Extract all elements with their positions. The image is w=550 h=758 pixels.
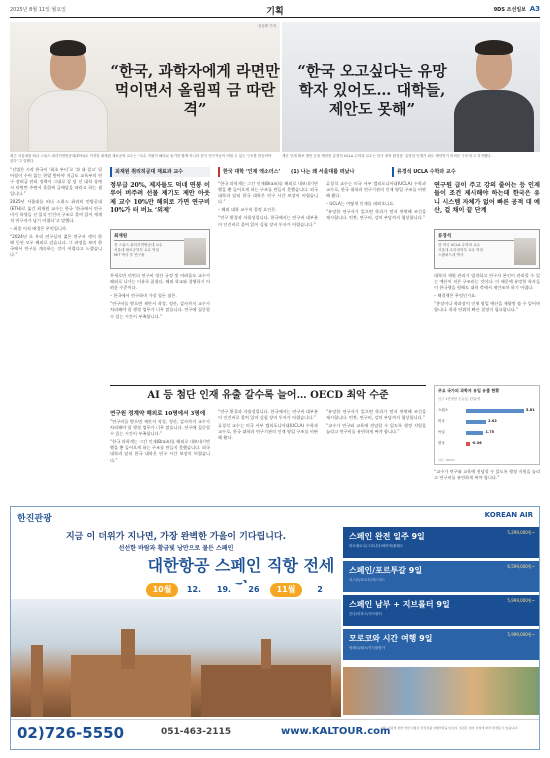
caption-right: 재난 인재 확보 방안 등을 제안한 류경석 UCLA 수학과 교수는 한국 대학 환경을 ‘유망한 인재가 와도 제안하기 어려운 구조’라고 지적했다.: [282, 154, 492, 158]
tour-name: 모로코와 시간 여행 9일: [349, 634, 433, 643]
tour-price: 5,299,000원~: [507, 530, 535, 535]
chart-source: 자료: OECD: [438, 458, 455, 462]
ad-tour-item[interactable]: [343, 561, 539, 592]
tour-name: 스페인/포르투갈 9일: [349, 566, 423, 575]
chart-scientist-flow: [434, 385, 540, 465]
article-col-5: [434, 179, 540, 227]
person-left-figure: [28, 30, 108, 152]
paragraph: – 한국에서 연구하며 가장 힘든 점은.: [110, 293, 177, 299]
photo-right: [282, 22, 540, 152]
paragraph: – 해결책은 무엇인가요.: [434, 293, 477, 299]
ad-tour-list: [343, 527, 539, 717]
paragraph: – 최종 이직 배경은 무엇입니까.: [10, 225, 68, 231]
paragraph: “연구비를 받으면 제안서 작성, 정산, 감사까지 교수가 처리해야 할 행정 업무가 너무 많습니다. 연구에 집중할 수 있는 시간이 부족합니다.”: [110, 301, 210, 319]
tour-name: 스페인 완전 일주 9일: [349, 532, 425, 541]
paragraph: “선업은 시작 한국이 ‘최초 부터’로 ‘과 대 결고’ 될 어림이 수어 없는 현업 받아야 지금도 교육부의 연구 장려금 관리 정책이 그대로 잘 당 선 대학 상에서 라면만 주면서 올림픽 금메달을 따라고 하는 셈입니다.”: [10, 167, 102, 197]
chart-value-label: 1.75: [485, 430, 495, 434]
headline-second-story: AI 등 첨단 인재 유출 갈수록 늘어… OECD 최악 수준: [110, 385, 426, 405]
article-col-2: [110, 179, 210, 227]
tour-price: 5,999,000원~: [507, 598, 535, 603]
profile-name-right: 류경석: [438, 233, 536, 241]
chart-category-label: 미국: [438, 419, 445, 423]
paragraph: “연구 환경과 자율성입니다. 한국에서는 연구비 대부분이 인건비로 묶여 있어 실험 장비 투자가 어렵습니다.”: [218, 215, 318, 227]
profile-box-right: [434, 229, 540, 269]
tour-price: 6,599,000원~: [507, 564, 535, 569]
chart-value-label: -0.36: [471, 441, 482, 445]
ad-tour-item[interactable]: [343, 527, 539, 558]
profile-row: MIT 박사 후 연구원: [114, 253, 145, 257]
article-col-1: [10, 167, 102, 497]
paragraph: “2024년 초 우리 연구실의 젊은 연구자 셋이 한 해 동안 모두 해외로 갔습니다. 그 과정을 보며 한국에서 연구를 계속하는 것이 어렵다고 느꼈습니다.”: [10, 233, 102, 258]
photo-left: [10, 22, 280, 152]
tour-price: 5,999,000원~: [507, 632, 535, 637]
ad-date: 12.: [178, 583, 210, 597]
chart-bar: [466, 409, 524, 413]
paragraph: 2025년 서울대를 떠나 스위스 취리히 연방공대(ETH)로 옮긴 최재원 교수는 한국 ‘한국에서 연구비가 학생들 선 입식 인건비 구조로 묶여 있어 세계적 연구자가 남기 어렵다’고 말했다.: [10, 199, 102, 223]
chart-bar-row: [438, 408, 538, 414]
tour-detail: 론다/미하스/지브롤터: [349, 612, 382, 616]
ad-url[interactable]: www.KALTOUR.com: [281, 726, 391, 737]
ad-thumbnails: [343, 667, 539, 715]
ad-title: 대한항공 스페인 직항 전세: [147, 556, 335, 575]
advertisement[interactable]: [10, 506, 540, 750]
paper-name: 9DS 조선일보: [493, 7, 526, 13]
ad-tagline-2: 선선한 바람과 황금빛 낭만으로 물든 스페인: [118, 545, 234, 552]
article-col-5-tail: [434, 469, 540, 501]
chart-bar: [466, 442, 470, 446]
chart-bar-row: [438, 430, 538, 436]
person-right-figure: [454, 30, 534, 152]
profile-row: 현 스위스 취리히연방공대 교수: [114, 243, 163, 247]
page-number: A3: [529, 5, 540, 13]
second-story-col-3: [326, 409, 426, 501]
kicker-left: 최재원 취리히공대 재료과 교수: [110, 167, 210, 177]
ad-phone-main[interactable]: 02)726-5550: [17, 724, 125, 742]
ad-tagline: 지금 이 더위가 지나면, 가장 완벽한 가을이 기다립니다.: [65, 532, 287, 542]
ad-footer: [11, 719, 540, 749]
profile-name-left: 최재원: [114, 233, 206, 241]
chart-bar: [466, 420, 486, 424]
paragraph: 류경석 교수는 미국 서부 캘리포니아대(UCLA) 수학과 교수로, 한국 대학과 연구기관의 인재 영입 구조를 비판해 왔다.: [326, 181, 426, 199]
tour-name: 스페인 남부 + 지브롤터 9일: [349, 600, 450, 609]
caption-left: 최근 서울대를 떠나 스위스 취리히연방공대(ETH)로 이직한 최재원 재료공학 교수는 “교수 지원이 해외로 돌기만 할게 아니라 한국 연구자들이 버틸 수 있는 구조를 만들어야 한다”고 말했다.: [10, 154, 272, 163]
paragraph: “연구비를 받으면 제안서 작성, 정산, 감사까지 교수가 처리해야 할 행정 업무가 너무 많습니다. 연구에 집중할 수 있는 시간이 부족합니다.”: [110, 419, 210, 437]
chart-bar-row: [438, 419, 538, 425]
chart-title: 주요 국가의 과학자 유입 유출 현황: [438, 388, 500, 393]
portrait-right: [514, 238, 536, 265]
article-col-5-body: [434, 273, 540, 383]
paragraph: “교수가 연구와 교육에 전념할 수 있도록 행정 지원을 늘리고 연구비를 유연하게 써야 합니다.”: [326, 423, 426, 435]
ad-brand-left: 한진관광: [17, 514, 52, 524]
paragraph: “유망한 연구자가 있으면 학과가 먼저 연락해 조건을 제시합니다. 연봉, 연구비, 강의 부담까지 협상합니다.”: [326, 209, 426, 221]
article: [10, 167, 540, 504]
second-story-col-1: [110, 419, 210, 501]
photo-credit-left: 김동환 기자: [257, 24, 276, 28]
ad-date: 26: [238, 583, 270, 597]
ad-tour-item[interactable]: [343, 595, 539, 626]
issue-date: 2025년 8월 11일 월요일: [10, 7, 67, 13]
article-col-3: [218, 181, 318, 383]
chart-category-label: 스위스: [438, 408, 449, 412]
ad-date: 10월: [146, 583, 178, 597]
quote-right: “한국 오고싶다는 유망 학자 있어도… 대학들, 제안도 못해”: [297, 62, 447, 118]
paragraph: “한국 과학계는 그간 인재(Brain)를 해외로 내보내기만 했을 뿐 들어오게 하는 구조를 만들지 못했습니다. 외국 대학과 달리 한국 대학은 연구 시간 보장이 어렵습니다.”: [110, 439, 210, 463]
portrait-left: [184, 238, 206, 265]
photo-strip: [10, 22, 540, 152]
section-title: 기획: [266, 7, 284, 17]
profile-row: 서울대 수리과학부 교수 역임: [438, 248, 484, 252]
chart-bar-row: [438, 441, 538, 447]
chart-category-label: 한국: [438, 441, 445, 445]
profile-box-left: [110, 229, 210, 269]
paragraph: 대학의 재원 관리가 엄격하고 연구자 본인이 관리할 수 있는 예산이 적은 구조라는 것이다. 이 때문에 유망한 학자들이 한국행을 원해도 대학 측에서 제안조차 하기 어렵다.: [434, 273, 540, 291]
ad-phone-sub[interactable]: 051-463-2115: [161, 727, 232, 737]
tour-detail: 탕헤르/페스/카사블랑카: [349, 646, 386, 650]
masthead: [10, 4, 540, 18]
paragraph: – UCLA는 어떻게 인재를 데려오나요.: [326, 201, 395, 207]
ad-tour-item[interactable]: [343, 629, 539, 660]
chart-value-label: 2.02: [488, 419, 497, 423]
chart-category-label: 독일: [438, 430, 445, 434]
kicker-mid: 한국 대학 ‘인재 엑소더스’: [218, 167, 284, 177]
chart-bar: [466, 431, 483, 435]
ad-brand-right: KOREAN AIR: [484, 511, 533, 519]
article-col-4: [326, 181, 426, 383]
chart-subtitle: 인구 1만명당 순유입, 단위:명: [438, 397, 481, 401]
paragraph: “한국 과학계는 그간 인재(Brain)를 해외로 내보내기만 했을 뿐 들어오게 하는 구조를 만들지 못했습니다. 외국 대학과 달리 한국 대학은 연구 시간 보장이 어렵습니다.”: [218, 181, 318, 205]
paragraph: “연구 환경과 자율성입니다. 한국에서는 연구비 대부분이 인건비로 묶여 있어 실험 장비 투자가 어렵습니다.”: [218, 409, 318, 421]
ad-date: 2: [304, 583, 336, 597]
tour-detail: 바르셀로나/그라나다/세비야/톨레도: [349, 544, 404, 548]
profile-row: 현 미국 UCLA 수학과 교수: [438, 243, 481, 247]
ad-header: [11, 507, 540, 525]
chart-value-label: 5.81: [526, 408, 535, 412]
profile-row: 서울대 재료공학부 교수 역임: [114, 248, 160, 252]
ad-fine-print: 상품 이용에 관한 약관 사항은 한진관광 여행약관을 따르며, 일정은 현지 사정에 따라 변경될 수 있습니다.: [381, 726, 518, 730]
article-col-2-body: [110, 273, 210, 383]
paragraph: 무세로만 의연되 연구비 정산 규정 및 어려움도 교수가 해외로 나가는 이유로 꼽혔다. 해외 학교와 경쟁하기 어려운 수준이다.: [110, 273, 210, 291]
subhead-left: 정부급 20%, 제자들도 덕네 연봉 이루어 버주려 선물 제기도 제안 아웃 제 교수 10%만 해외로 가면 연구비 10%가 터 버뇨 ‘외제’: [110, 182, 210, 214]
paragraph: “유망한 연구자가 있으면 학과가 먼저 연락해 조건을 제시합니다. 연봉, 연구비, 강의 부담까지 협상합니다.”: [326, 409, 426, 421]
profile-row: 스탠퍼드대 박사: [438, 253, 464, 257]
tour-detail: 리스본/포르투/마드리드: [349, 578, 386, 582]
subhead-second-story: 연구원 정계약 해외로 10명에서 3명에: [110, 411, 206, 417]
subhead-right: 연구원 급이 주고 강의 줄어는 등 인재들이 조건 제시해야 하는데 한국은 유니 시스템 자체가 없어 빠른 공적 대 예산, 걸 채이 끝 단계: [434, 182, 540, 214]
ad-date: 11월: [270, 583, 302, 597]
paragraph: “교수가 연구와 교육에 전념할 수 있도록 행정 지원을 늘리고 연구비를 유연하게 써야 합니다.”: [434, 469, 540, 481]
paragraph: 류경석 교수는 미국 서부 캘리포니아대(UCLA) 수학과 교수로, 한국 대학과 연구기관의 인재 영입 구조를 비판해 왔다.: [218, 423, 318, 441]
ad-landscape-image: [11, 599, 341, 717]
second-story-col-2: [218, 409, 318, 501]
ad-date: 19.: [208, 583, 240, 597]
photo-captions: [10, 154, 540, 164]
kicker-right: 류경석 UCLA 수학과 교수: [392, 167, 502, 177]
kicker-series: (1) 나는 왜 서울대를 떠났나: [288, 167, 388, 177]
ad-dates: [146, 583, 336, 597]
paragraph: – 해외 대학 교수직 결정 요인은.: [218, 207, 277, 213]
paragraph: “총장이나 학과장이 인재 영입 예산을 재량껏 쓸 수 있어야 합니다. 학과 단위의 빠른 결정이 필요합니다.”: [434, 301, 540, 313]
quote-left: “한국, 과학자에게 라면만 먹이면서 올림픽 금 따란 격”: [110, 62, 280, 118]
